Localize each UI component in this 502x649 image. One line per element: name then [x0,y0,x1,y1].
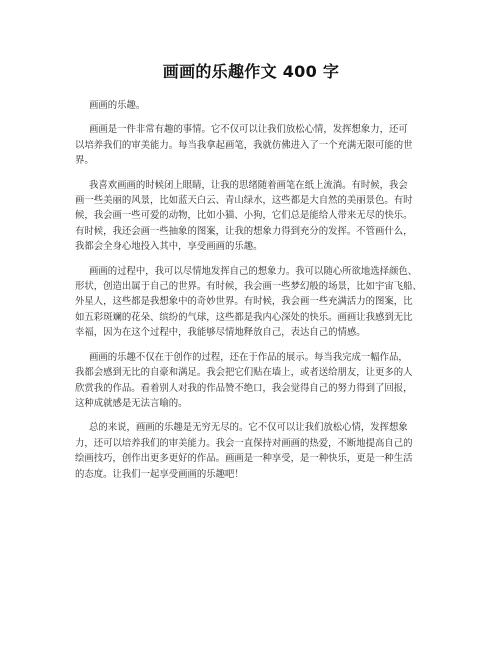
paragraph-6: 总的来说，画画的乐趣是无穷无尽的。它不仅可以让我们放松心情，发挥想象 力，还可以培养我们的审美能力。我会一直保持对画画的热爱，不断地提高自己的 绘画技巧，创作出更多更好的作品。画画是一种享受，是一种快乐，更是一种生活 的态度。让我们一起享受画画的乐趣吧！ [75,422,413,480]
paragraph-5: 画画的乐趣不仅在于创作的过程，还在于作品的展示。每当我完成一幅作品， 我都会感到无比的自豪和满足。我会把它们贴在墙上，或者送给朋友，让更多的人 欣赏我的作品。看着别人对我的作品赞不绝口，我会觉得自己的努力得到了回报， 这种成就感是无法言喻的。 [75,351,413,409]
document-body [75,98,431,491]
paragraph-4: 画画的过程中，我可以尽情地发挥自己的想象力。我可以随心所欲地选择颜色、 形状，创造出属于自己的世界。有时候，我会画一些梦幻般的场景，比如宇宙飞船、 外星人，这些都是我想象中的奇妙世界。有时候，我会画一些充满活力的图案，比 如五彩斑斓的花朵、缤纷的气球，这些都是我内心深处的快乐。画画让我感到无比 幸福，因为在这个过程中，我能够尽情地释放自己，表达自己的情感。 [75,265,422,339]
paragraph-1: 画画的乐趣。 [89,100,146,111]
paragraph-3: 我喜欢画画的时候闭上眼睛，让我的思绪随着画笔在纸上流淌。有时候，我会 画一些美丽的风景，比如蓝天白云、青山绿水，这些都是大自然的美丽景色。有时 候，我会画一些可爱的动物，比如小猫、小狗，它们总是能给人带来无尽的快乐。 有时候，我还会画一些抽象的图案，让我的想象力得到充分的发挥。不管画什么， 我都会全身心地投入其中，享受画画的乐趣。 [75,179,413,253]
document-title: 画画的乐趣作文 400 字 [162,62,340,81]
paragraph-2: 画画是一件非常有趣的事情。它不仅可以让我们放松心情，发挥想象力，还可 以培养我们的审美能力。每当我拿起画笔，我就仿佛进入了一个充满无限可能的世 界。 [75,124,413,167]
